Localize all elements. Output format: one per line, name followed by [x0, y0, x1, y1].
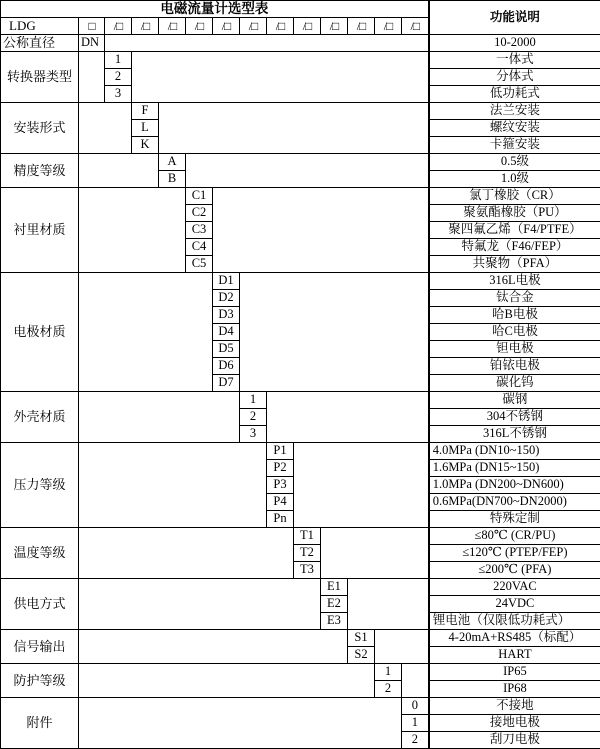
desc-cell: 不接地	[429, 698, 600, 715]
desc-cell: 一体式	[429, 52, 600, 69]
desc-cell: 304不锈钢	[429, 409, 600, 426]
model-code-slash-box: /□	[159, 18, 186, 35]
spacer-cell	[79, 630, 348, 664]
code-cell: 2	[240, 409, 267, 426]
spacer-cell	[79, 528, 294, 579]
code-cell: C1	[186, 188, 213, 205]
spacer-cell	[186, 154, 429, 188]
desc-cell: 铂铱电极	[429, 358, 600, 375]
group-label-accessories: 附件	[1, 698, 79, 749]
code-cell: D5	[213, 341, 240, 358]
model-code-slash-box: /□	[294, 18, 321, 35]
desc-cell: 共聚物（PFA）	[429, 256, 600, 273]
diameter-code: DN	[79, 35, 105, 52]
desc-cell: 0.5级	[429, 154, 600, 171]
code-cell: T1	[294, 528, 321, 545]
spacer-cell	[105, 35, 429, 52]
code-cell: S1	[348, 630, 375, 647]
desc-cell: IP68	[429, 681, 600, 698]
code-cell: 3	[240, 426, 267, 443]
diameter-value: 10-2000	[429, 35, 600, 52]
code-cell: 1	[105, 52, 132, 69]
code-cell: C5	[186, 256, 213, 273]
spacer-cell	[402, 664, 429, 698]
spacer-cell	[79, 273, 213, 392]
desc-cell: 1.6MPa (DN15~150)	[429, 460, 600, 477]
desc-cell: 1.0级	[429, 171, 600, 188]
code-cell: Pn	[267, 511, 294, 528]
desc-cell: 低功耗式	[429, 86, 600, 103]
code-cell: 2	[402, 732, 429, 749]
code-cell: 3	[105, 86, 132, 103]
desc-cell: 特氟龙（F46/FEP）	[429, 239, 600, 256]
table-title: 电磁流量计选型表	[1, 1, 429, 18]
spacer-cell	[321, 528, 429, 579]
desc-cell: 特殊定制	[429, 511, 600, 528]
code-cell: L	[132, 120, 159, 137]
code-cell: S2	[348, 647, 375, 664]
code-cell: P2	[267, 460, 294, 477]
code-cell: C3	[186, 222, 213, 239]
group-label-accuracy-class: 精度等级	[1, 154, 79, 188]
model-code-slash-box: /□	[267, 18, 294, 35]
code-cell: B	[159, 171, 186, 188]
desc-cell: 4-20mA+RS485（标配）	[429, 630, 600, 647]
diameter-label: 公称直径	[1, 35, 79, 52]
spacer-cell	[294, 443, 429, 528]
spacer-cell	[159, 103, 429, 154]
desc-cell: 钽电极	[429, 341, 600, 358]
spacer-cell	[348, 579, 429, 630]
desc-cell: 聚氨酯橡胶（PU）	[429, 205, 600, 222]
code-cell: D7	[213, 375, 240, 392]
model-code-slash-box: /□	[132, 18, 159, 35]
group-label-housing-material: 外壳材质	[1, 392, 79, 443]
group-label-power-supply: 供电方式	[1, 579, 79, 630]
code-cell: 1	[402, 715, 429, 732]
spacer-cell	[267, 392, 429, 443]
desc-cell: ≤120℃ (PTEP/FEP)	[429, 545, 600, 562]
desc-cell: HART	[429, 647, 600, 664]
code-cell: 2	[105, 69, 132, 86]
desc-cell: 卡箍安装	[429, 137, 600, 154]
desc-cell: 碳钢	[429, 392, 600, 409]
desc-cell: 哈C电极	[429, 324, 600, 341]
code-cell: D6	[213, 358, 240, 375]
code-cell: A	[159, 154, 186, 171]
code-cell: K	[132, 137, 159, 154]
code-cell: D3	[213, 307, 240, 324]
code-cell: P1	[267, 443, 294, 460]
model-code-slash-box: /□	[105, 18, 132, 35]
spacer-cell	[79, 103, 132, 154]
group-label-installation-type: 安装形式	[1, 103, 79, 154]
function-description-header: 功能说明	[429, 1, 600, 35]
model-code-slash-box: /□	[348, 18, 375, 35]
spacer-cell	[240, 273, 429, 392]
desc-cell: 分体式	[429, 69, 600, 86]
code-cell: P3	[267, 477, 294, 494]
code-cell: D1	[213, 273, 240, 290]
code-cell: 2	[375, 681, 402, 698]
code-cell: E3	[321, 613, 348, 630]
spacer-cell	[79, 154, 159, 188]
code-cell: F	[132, 103, 159, 120]
desc-cell: 220VAC	[429, 579, 600, 596]
model-code-slash-box: /□	[375, 18, 402, 35]
code-cell: C4	[186, 239, 213, 256]
group-label-electrode-material: 电极材质	[1, 273, 79, 392]
desc-cell: 钛合金	[429, 290, 600, 307]
spacer-cell	[79, 664, 375, 698]
desc-cell: IP65	[429, 664, 600, 681]
desc-cell: 螺纹安装	[429, 120, 600, 137]
spacer-cell	[79, 443, 267, 528]
spacer-cell	[79, 188, 186, 273]
group-label-converter-type: 转换器类型	[1, 52, 79, 103]
spacer-cell	[79, 579, 321, 630]
desc-cell: ≤200℃ (PFA)	[429, 562, 600, 579]
model-code-slash-box: /□	[402, 18, 429, 35]
group-label-protection-rating: 防护等级	[1, 664, 79, 698]
desc-cell: 24VDC	[429, 596, 600, 613]
desc-cell: 锂电池（仅限低功耗式）	[429, 613, 600, 630]
code-cell: D2	[213, 290, 240, 307]
spacer-cell	[79, 698, 402, 749]
desc-cell: 氯丁橡胶（CR）	[429, 188, 600, 205]
desc-cell: 法兰安装	[429, 103, 600, 120]
desc-cell: 聚四氟乙烯（F4/PTFE）	[429, 222, 600, 239]
desc-cell: ≤80℃ (CR/PU)	[429, 528, 600, 545]
model-code-slash-box: /□	[186, 18, 213, 35]
desc-cell: 4.0MPa (DN10~150)	[429, 443, 600, 460]
group-label-lining-material: 衬里材质	[1, 188, 79, 273]
code-cell: P4	[267, 494, 294, 511]
code-cell: T3	[294, 562, 321, 579]
group-label-signal-output: 信号输出	[1, 630, 79, 664]
code-cell: 1	[240, 392, 267, 409]
code-cell: D4	[213, 324, 240, 341]
group-label-temperature-rating: 温度等级	[1, 528, 79, 579]
desc-cell: 哈B电极	[429, 307, 600, 324]
spacer-cell	[132, 52, 429, 103]
group-label-pressure-rating: 压力等级	[1, 443, 79, 528]
desc-cell: 碳化钨	[429, 375, 600, 392]
code-cell: T2	[294, 545, 321, 562]
desc-cell: 刮刀电极	[429, 732, 600, 749]
desc-cell: 316L电极	[429, 273, 600, 290]
code-cell: 1	[375, 664, 402, 681]
model-code-slash-box: /□	[213, 18, 240, 35]
spacer-cell	[213, 188, 429, 273]
code-cell: E1	[321, 579, 348, 596]
spacer-cell	[375, 630, 429, 664]
model-prefix: LDG	[1, 18, 79, 35]
desc-cell: 接地电极	[429, 715, 600, 732]
spacer-cell	[79, 52, 105, 103]
desc-cell: 0.6MPa(DN700~DN2000)	[429, 494, 600, 511]
code-cell: 0	[402, 698, 429, 715]
code-cell: E2	[321, 596, 348, 613]
desc-cell: 316L不锈钢	[429, 426, 600, 443]
desc-cell: 1.0MPa (DN200~DN600)	[429, 477, 600, 494]
spacer-cell	[79, 392, 240, 443]
model-code-slash-box: /□	[240, 18, 267, 35]
model-code-slash-box: /□	[321, 18, 348, 35]
model-code-box: □	[79, 18, 105, 35]
code-cell: C2	[186, 205, 213, 222]
